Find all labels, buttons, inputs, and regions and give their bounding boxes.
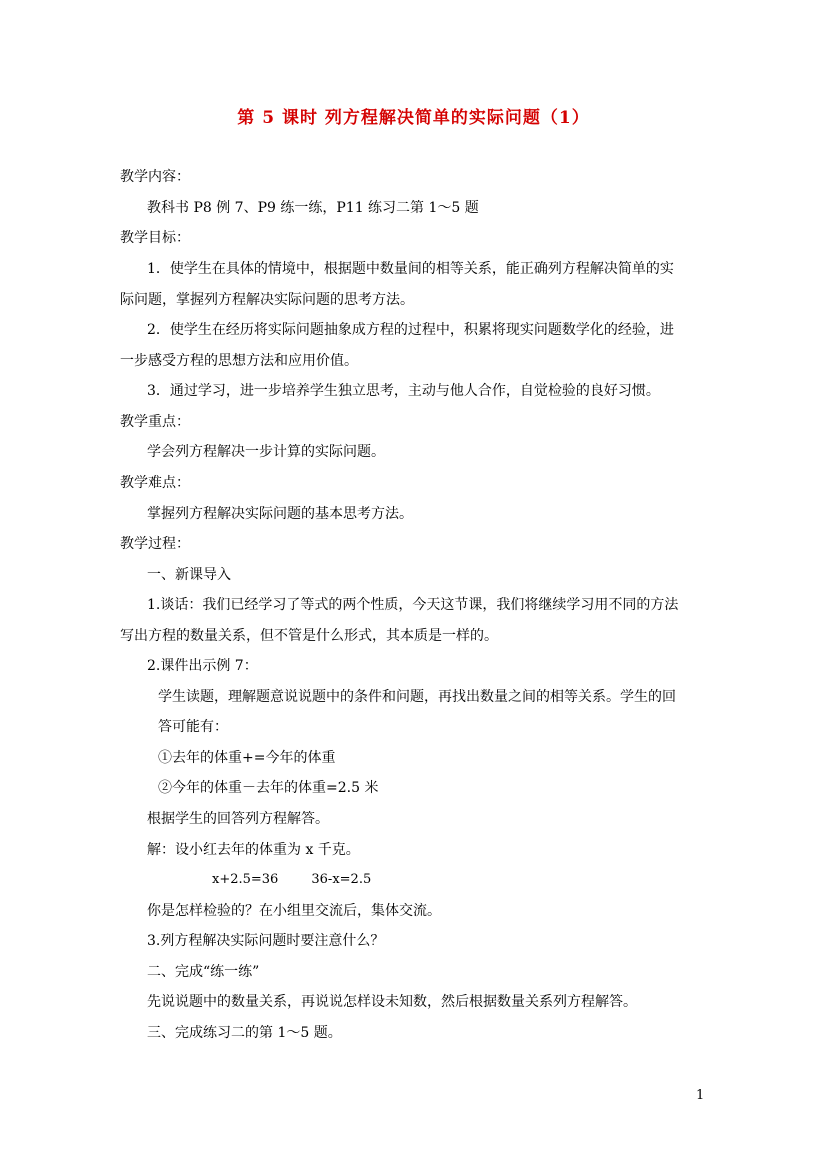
- text-line: 教学内容：: [120, 169, 190, 185]
- text-line: 你是怎样检验的？在小组里交流后，集体交流。: [147, 903, 441, 919]
- text-line: 3．通过学习，进一步培养学生独立思考，主动与他人合作，自觉检验的良好习惯。: [147, 383, 660, 399]
- text-line: 教学重点：: [120, 414, 190, 430]
- text-line: 三、完成练习二的第 1～5 题。: [147, 1025, 342, 1041]
- lesson-title: 第 5 课时 列方程解决简单的实际问题（1）: [237, 108, 590, 128]
- text-line: 掌握列方程解决实际问题的基本思考方法。: [147, 506, 413, 522]
- text-line: 学生读题，理解题意说说题中的条件和问题，再找出数量之间的相等关系。学生的回: [158, 689, 676, 705]
- text-line: 教学目标：: [120, 230, 190, 246]
- text-line: 写出方程的数量关系，但不管是什么形式，其本质是一样的。: [120, 628, 498, 644]
- page-number: 1: [696, 1088, 705, 1103]
- text-line: 一、新课导入: [147, 567, 231, 583]
- text-line: ②今年的体重－去年的体重=2.5 米: [158, 780, 379, 796]
- text-line: 2.课件出示例 7：: [147, 658, 258, 674]
- text-line: 一步感受方程的思想方法和应用价值。: [120, 353, 358, 369]
- text-line: 际问题，掌握列方程解决实际问题的思考方法。: [120, 292, 414, 308]
- text-line: 教学过程：: [120, 536, 190, 552]
- text-line: 解：设小红去年的体重为 x 千克。: [147, 842, 360, 858]
- text-line: 2．使学生在经历将实际问题抽象成方程的过程中，积累将现实问题数学化的经验，进: [147, 322, 674, 338]
- text-line: 二、完成“练一练”: [147, 964, 260, 980]
- text-line: 答可能有：: [158, 719, 228, 735]
- text-line: 教学难点：: [120, 475, 190, 491]
- equation-line: x+2.5=36 36-x=2.5: [212, 872, 372, 887]
- text-line: 教科书 P8 例 7、P9 练一练，P11 练习二第 1～5 题: [147, 200, 479, 216]
- text-line: 学会列方程解决一步计算的实际问题。: [147, 444, 385, 460]
- text-line: 1.谈话：我们已经学习了等式的两个性质，今天这节课，我们将继续学习用不同的方法: [147, 597, 679, 613]
- text-line: 根据学生的回答列方程解答。: [147, 811, 329, 827]
- text-line: 先说说题中的数量关系，再说说怎样设未知数，然后根据数量关系列方程解答。: [147, 994, 637, 1010]
- text-line: 1．使学生在具体的情境中，根据题中数量间的相等关系，能正确列方程解决简单的实: [147, 261, 674, 277]
- text-line: 3.列方程解决实际问题时要注意什么？: [147, 933, 385, 949]
- text-line: ①去年的体重+=今年的体重: [158, 750, 336, 766]
